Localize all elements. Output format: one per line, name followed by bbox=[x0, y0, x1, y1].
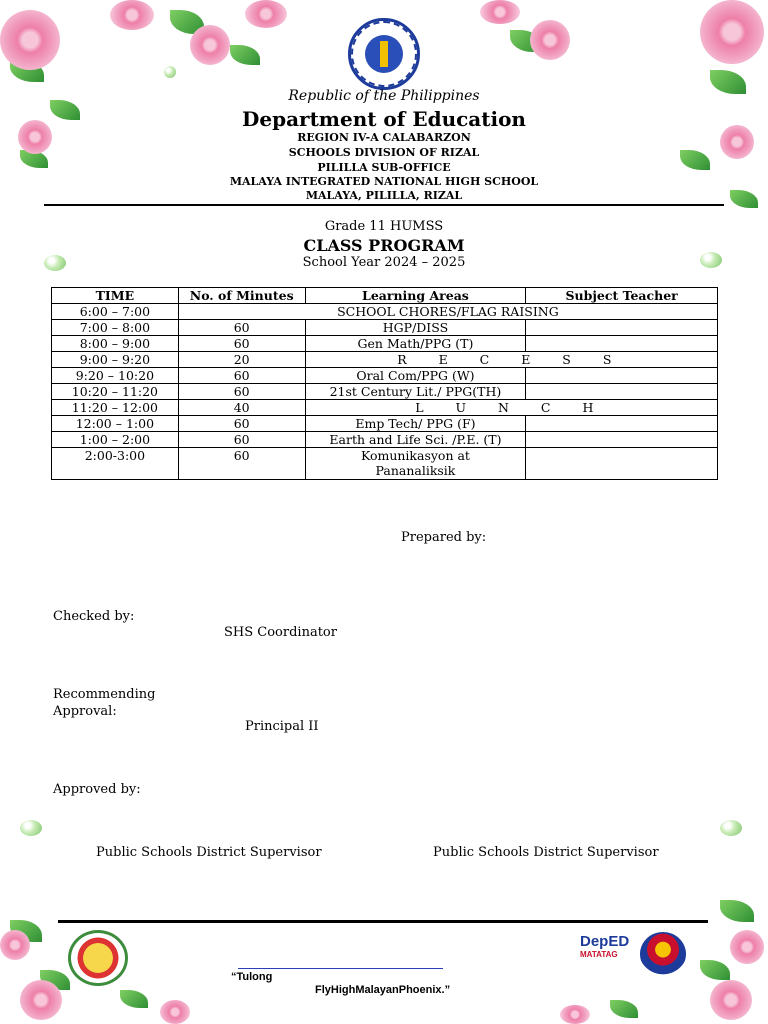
supervisor-title-left: Public Schools District Supervisor bbox=[96, 845, 322, 860]
approved-by-label: Approved by: bbox=[53, 782, 141, 797]
table-row bbox=[52, 368, 718, 384]
table-row bbox=[52, 320, 718, 336]
minutes-cell: 60 bbox=[178, 432, 305, 448]
learning-area-cell: Emp Tech/ PPG (F) bbox=[305, 416, 526, 432]
header-divider bbox=[44, 204, 724, 206]
time-cell: 6:00 – 7:00 bbox=[52, 304, 179, 320]
minutes-cell: 60 bbox=[178, 336, 305, 352]
time-cell: 11:20 – 12:00 bbox=[52, 400, 179, 416]
deped-seal-logo bbox=[348, 18, 420, 90]
minutes-cell: 40 bbox=[178, 400, 305, 416]
school-year-label: School Year 2024 – 2025 bbox=[302, 255, 466, 270]
learning-area-cell bbox=[305, 448, 526, 480]
time-cell: 9:00 – 9:20 bbox=[52, 352, 179, 368]
teacher-cell bbox=[526, 336, 718, 352]
time-cell: 8:00 – 9:00 bbox=[52, 336, 179, 352]
motto-line-2: FlyHighMalayanPhoenix.” bbox=[315, 984, 451, 996]
matatag-logo-text: MATATAG bbox=[580, 950, 618, 959]
table-row bbox=[52, 384, 718, 400]
header-learning-areas: Learning Areas bbox=[305, 288, 526, 304]
learning-area-cell: Oral Com/PPG (W) bbox=[305, 368, 526, 384]
lunch-span-cell: L U N C H bbox=[305, 400, 717, 416]
shs-coordinator-title: SHS Coordinator bbox=[224, 625, 337, 640]
minutes-cell: 60 bbox=[178, 384, 305, 400]
department-name: Department of Education bbox=[242, 107, 526, 131]
learning-area-cell: Gen Math/PPG (T) bbox=[305, 336, 526, 352]
learning-area-line: Pananaliksik bbox=[375, 463, 456, 478]
minutes-cell: 60 bbox=[178, 368, 305, 384]
learning-area-cell: 21st Century Lit./ PPG(TH) bbox=[305, 384, 526, 400]
table-row bbox=[52, 304, 718, 320]
header-minutes: No. of Minutes bbox=[178, 288, 305, 304]
school-name-line: MALAYA INTEGRATED NATIONAL HIGH SCHOOL bbox=[229, 175, 539, 188]
grade-section-label: Grade 11 HUMSS bbox=[324, 219, 444, 234]
time-cell: 7:00 – 8:00 bbox=[52, 320, 179, 336]
table-row bbox=[52, 448, 718, 480]
table-header-row bbox=[52, 288, 718, 304]
teacher-cell bbox=[526, 416, 718, 432]
learning-area-cell: Earth and Life Sci. /P.E. (T) bbox=[305, 432, 526, 448]
table-row bbox=[52, 336, 718, 352]
table-row bbox=[52, 352, 718, 368]
learning-area-cell: HGP/DISS bbox=[305, 320, 526, 336]
table-row bbox=[52, 400, 718, 416]
time-cell: 1:00 – 2:00 bbox=[52, 432, 179, 448]
teacher-cell bbox=[526, 368, 718, 384]
teacher-cell bbox=[526, 384, 718, 400]
prepared-by-label: Prepared by: bbox=[401, 530, 487, 545]
deped-logo-text: DepED bbox=[580, 933, 630, 950]
teacher-cell bbox=[526, 432, 718, 448]
time-cell: 10:20 – 11:20 bbox=[52, 384, 179, 400]
class-program-title: CLASS PROGRAM bbox=[303, 236, 465, 255]
supervisor-title-right: Public Schools District Supervisor bbox=[433, 845, 659, 860]
checked-by-label: Checked by: bbox=[53, 609, 135, 624]
time-cell: 2:00-3:00 bbox=[52, 448, 179, 480]
minutes-cell: 60 bbox=[178, 448, 305, 480]
school-logo bbox=[68, 930, 128, 986]
table-row bbox=[52, 432, 718, 448]
table-row bbox=[52, 416, 718, 432]
bagong-pilipinas-logo bbox=[640, 932, 686, 976]
teacher-cell bbox=[526, 448, 718, 480]
motto-line-1: “Tulong bbox=[231, 971, 273, 983]
class-schedule-table bbox=[51, 287, 718, 480]
teacher-cell bbox=[526, 320, 718, 336]
recess-span-cell: R E C E S S bbox=[305, 352, 717, 368]
recommending-label: Recommending bbox=[53, 687, 156, 702]
time-cell: 9:20 – 10:20 bbox=[52, 368, 179, 384]
region-line: REGION IV-A CALABARZON bbox=[297, 131, 471, 144]
minutes-cell: 60 bbox=[178, 416, 305, 432]
footer-divider bbox=[58, 920, 708, 923]
activity-span-cell: SCHOOL CHORES/FLAG RAISING bbox=[178, 304, 717, 320]
republic-line: Republic of the Philippines bbox=[288, 88, 480, 104]
learning-area-line: Komunikasyon at bbox=[360, 448, 470, 463]
header-subject-teacher: Subject Teacher bbox=[526, 288, 718, 304]
division-line: SCHOOLS DIVISION OF RIZAL bbox=[288, 146, 480, 159]
approval-label: Approval: bbox=[53, 704, 117, 719]
header-time: TIME bbox=[52, 288, 179, 304]
motto-underline bbox=[238, 968, 443, 969]
time-cell: 12:00 – 1:00 bbox=[52, 416, 179, 432]
principal-title: Principal II bbox=[245, 719, 319, 734]
minutes-cell: 60 bbox=[178, 320, 305, 336]
school-address-line: MALAYA, PILILLA, RIZAL bbox=[305, 189, 463, 202]
sub-office-line: PILILLA SUB-OFFICE bbox=[317, 161, 451, 174]
minutes-cell: 20 bbox=[178, 352, 305, 368]
deped-matatag-logo bbox=[580, 933, 632, 975]
